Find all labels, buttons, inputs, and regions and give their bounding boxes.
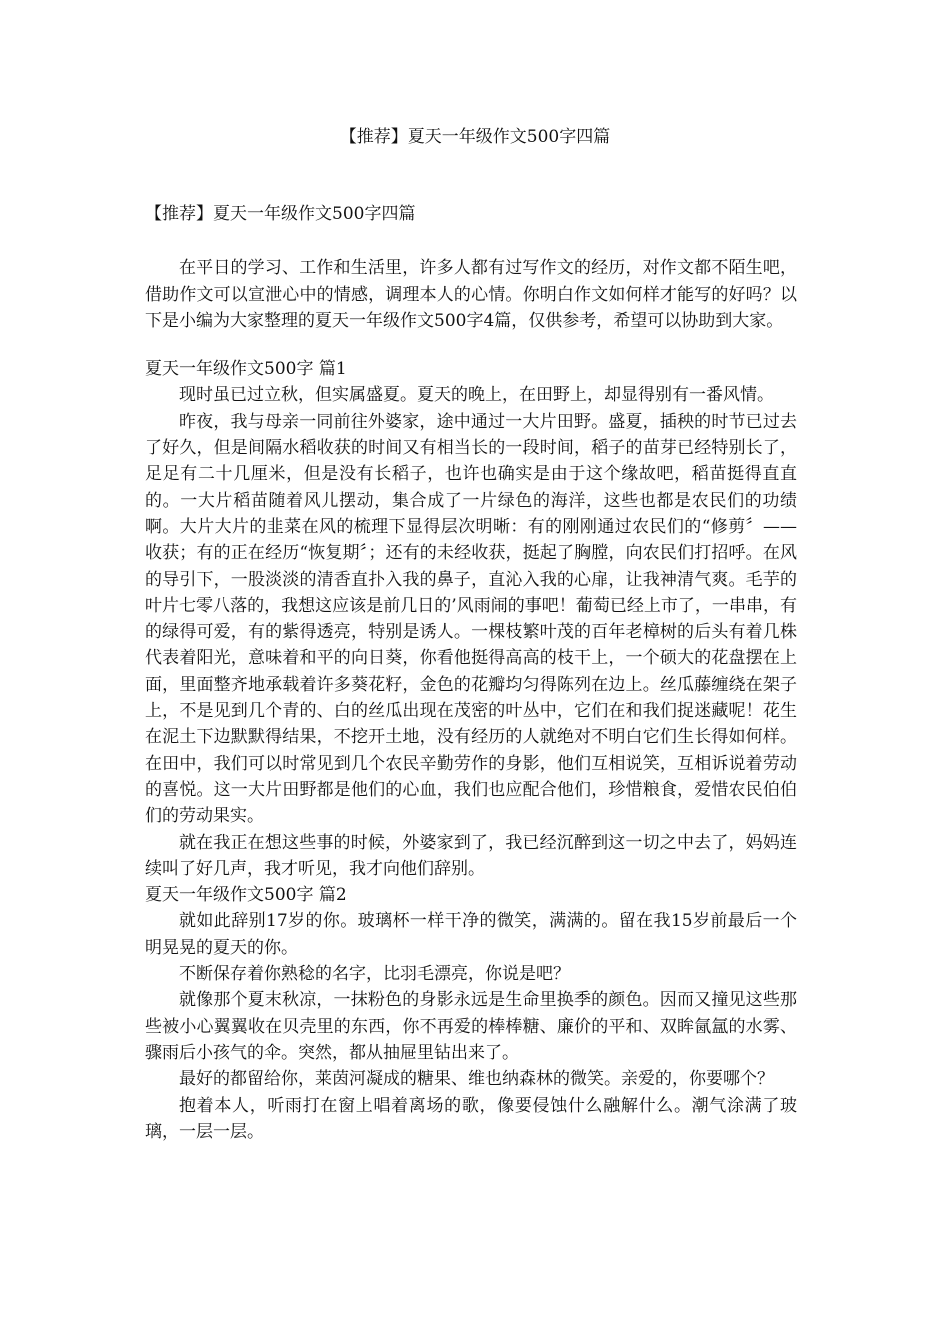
document-title: 【推荐】夏天一年级作文500字四篇 xyxy=(339,127,611,147)
section-1 xyxy=(145,356,797,882)
paragraph: 不断保存着你熟稔的名字，比羽毛漂亮，你说是吧？ xyxy=(179,964,570,985)
section-heading: 夏天一年级作文500字 篇1 xyxy=(145,359,347,380)
section-heading: 夏天一年级作文500字 篇2 xyxy=(145,885,347,906)
paragraph: 最好的都留给你，莱茵河凝成的糖果、维也纳森林的微笑。亲爱的，你要哪个？ xyxy=(179,1069,774,1090)
spacer xyxy=(145,227,797,255)
document-body xyxy=(145,201,797,1145)
spacer xyxy=(145,334,797,356)
paragraph: 昨夜，我与母亲一同前往外婆家，途中通过一大片田野。盛夏，插秧的时节已过去了好久，但是间隔水稻收获的时间又有相当长的一段时间，稻子的苗芽已经特别长了，足足有二十几厘米，但是没有长稻子，也许也确实是由于这个缘故吧，稻苗挺得直直的。一大片稻苗随着风儿摆动，集合成了一片绿色的海洋，这些也都是农民们的功绩啊。大片大片的韭菜在风的梳理下显得层次明晰：有的刚刚通过农民们的“修剪〞——收获；有的正在经历“恢复期〞；还有的未经收获，挺起了胸膛，向农民们打招呼。在风的导引下，一股淡淡的清香直扑入我的鼻子，直沁入我的心扉，让我神清气爽。毛芋的叶片七零八落的，我想这应该是前几日的’风雨闹的事吧！葡萄已经上市了，一串串，有的绿得可爱，有的紫得透亮，特别是诱人。一棵枝繁叶茂的百年老樟树的后头有着几株代表着阳光，意味着和平的向日葵，你看他挺得高高的枝干上，一个硕大的花盘摆在上面，里面整齐地承载着许多葵花籽，金色的花瓣均匀得陈列在边上。丝瓜藤缠绕在架子上，不是见到几个青的、白的丝瓜出现在茂密的叶丛中，它们在和我们捉迷藏呢！花生在泥土下边默默得结果，不挖开土地，没有经历的人就绝对不明白它们生长得如何样。在田中，我们可以时常见到几个农民辛勤劳作的身影，他们互相说笑，互相诉说着劳动的喜悦。这一大片田野都是他们的心血，我们也应配合他们，珍惜粮食，爱惜农民伯伯们的劳动果实。 xyxy=(145,411,797,827)
intro-paragraph: 在平日的学习、工作和生活里，许多人都有过写作文的经历，对作文都不陌生吧，借助作文可以宣泄心中的情感，调理本人的心情。你明白作文如何样才能写的好吗？以下是小编为大家整理的夏天一年级作文500字4篇，仅供参考，希望可以协助到大家。 xyxy=(145,258,797,331)
paragraph: 就像那个夏末秋凉，一抹粉色的身影永远是生命里换季的颜色。因而又撞见这些那些被小心翼翼收在贝壳里的东西，你不再爱的棒棒糖、廉价的平和、双眸氤氲的水雾、骤雨后小孩气的伞。突然，都从抽屉里钻出来了。 xyxy=(145,990,797,1063)
document-subtitle: 【推荐】夏天一年级作文500字四篇 xyxy=(145,204,416,224)
section-2 xyxy=(145,882,797,1145)
paragraph: 就如此辞别17岁的你。玻璃杯一样干净的微笑，满满的。留在我15岁前最后一个明晃晃的夏天的你。 xyxy=(145,911,797,958)
paragraph: 就在我正在想这些事的时候，外婆家到了，我已经沉醉到这一切之中去了，妈妈连续叫了好几声，我才听见，我才向他们辞别。 xyxy=(145,832,797,879)
paragraph: 抱着本人，听雨打在窗上唱着离场的歌，像要侵蚀什么融解什么。潮气涂满了玻璃，一层一层。 xyxy=(145,1095,797,1142)
paragraph: 现时虽已过立秋，但实属盛夏。夏天的晚上，在田野上，却显得别有一番风情。 xyxy=(179,385,774,406)
